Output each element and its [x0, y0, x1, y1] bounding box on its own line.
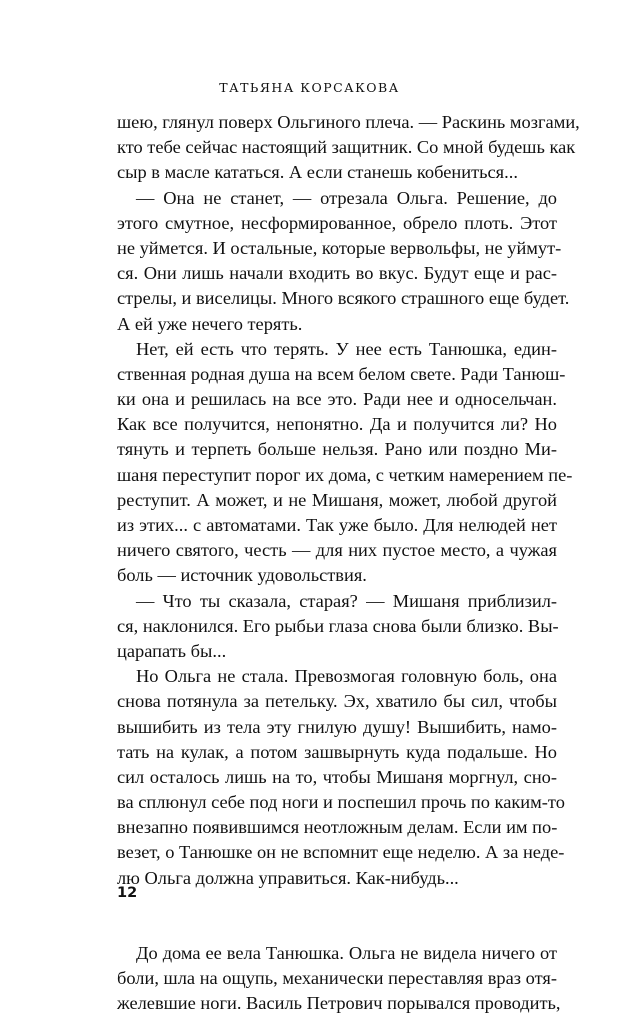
- running-header: ТАТЬЯНА КОРСАКОВА: [219, 80, 400, 95]
- text-line: боль — источник удовольствия.: [117, 565, 367, 586]
- section-break: [117, 891, 557, 941]
- text-line: А ей уже нечего терять.: [117, 313, 303, 334]
- text-line: вышибить из тела эту гнилую душу! Вышибить, намо-: [117, 716, 557, 737]
- text-line: Как все получится, непонятно. Да и получится ли? Но: [117, 414, 557, 435]
- text-line: тать на кулак, а потом зашвырнуть куда подальше. Но: [117, 741, 557, 762]
- text-line: везет, о Танюшке он не вспомнит еще неделю. А за неде-: [117, 842, 565, 863]
- text-line: сыр в масле кататься. А если станешь кобениться...: [117, 162, 518, 183]
- text-line: шею, глянул поверх Ольгиного плеча. — Раскинь мозгами,: [117, 112, 580, 132]
- text-line: ки она и решилась на все это. Ради нее и односельчан.: [117, 389, 557, 410]
- text-line: сил осталось лишь на то, чтобы Мишаня моргнул, сно-: [117, 766, 557, 787]
- text-line: ва сплюнул себе под ноги и поспешил прочь по каким-то: [117, 792, 565, 813]
- text-line: кто тебе сейчас настоящий защитник. Со мной будешь как: [117, 137, 576, 158]
- text-line: царапать бы...: [117, 640, 227, 661]
- text-line: не уймется. И остальные, которые вервольфы, не уймут-: [117, 237, 562, 258]
- text-line: желевшие ноги. Василь Петрович порывался проводить,: [117, 993, 561, 1014]
- text-line: стрелы, и виселицы. Много всякого страшного еще будет.: [117, 288, 570, 309]
- text-line: ся, наклонился. Его рыбьи глаза снова были близко. Вы-: [117, 615, 559, 636]
- text-line: лю Ольга должна управиться. Как-нибудь...: [117, 867, 459, 888]
- text-line: этого смутное, несформированное, обрело плоть. Этот: [117, 212, 557, 233]
- text-line: ся. Они лишь начали входить во вкус. Будут еще и рас-: [117, 263, 557, 284]
- text-line: внезапно появившимся неотложным делам. Если им по-: [117, 817, 558, 838]
- text-line: — Она не станет, — отрезала Ольга. Решение, до: [136, 187, 557, 208]
- body-text: [117, 110, 580, 1016]
- text-line: шаня переступит порог их дома, с четким намерением пе-: [117, 464, 573, 485]
- text-line: — Что ты сказала, старая? — Мишаня приблизил-: [136, 590, 557, 611]
- text-line: боли, шла на ощупь, механически переставляя враз отя-: [117, 968, 557, 988]
- text-line: тянуть и терпеть больше нельзя. Рано или поздно Ми-: [117, 439, 557, 460]
- text-line: ничего святого, честь — для них пустое место, а чужая: [117, 540, 557, 561]
- text-line: До дома ее вела Танюшка. Ольга не видела ничего от: [136, 942, 557, 963]
- text-line: снова потянула за петельку. Эх, хватило бы сил, чтобы: [117, 691, 557, 712]
- text-line: реступит. А может, и не Мишаня, может, любой другой: [117, 489, 557, 510]
- text-line: ственная родная душа на всем белом свете. Ради Танюш-: [117, 363, 566, 384]
- text-line: Нет, ей есть что терять. У нее есть Танюшка, един-: [136, 338, 557, 359]
- text-line: из этих... с автоматами. Так уже было. Для нелюдей нет: [117, 515, 557, 535]
- text-line: Но Ольга не стала. Превозмогая головную боль, она: [136, 666, 557, 687]
- page-number: 12: [117, 885, 138, 901]
